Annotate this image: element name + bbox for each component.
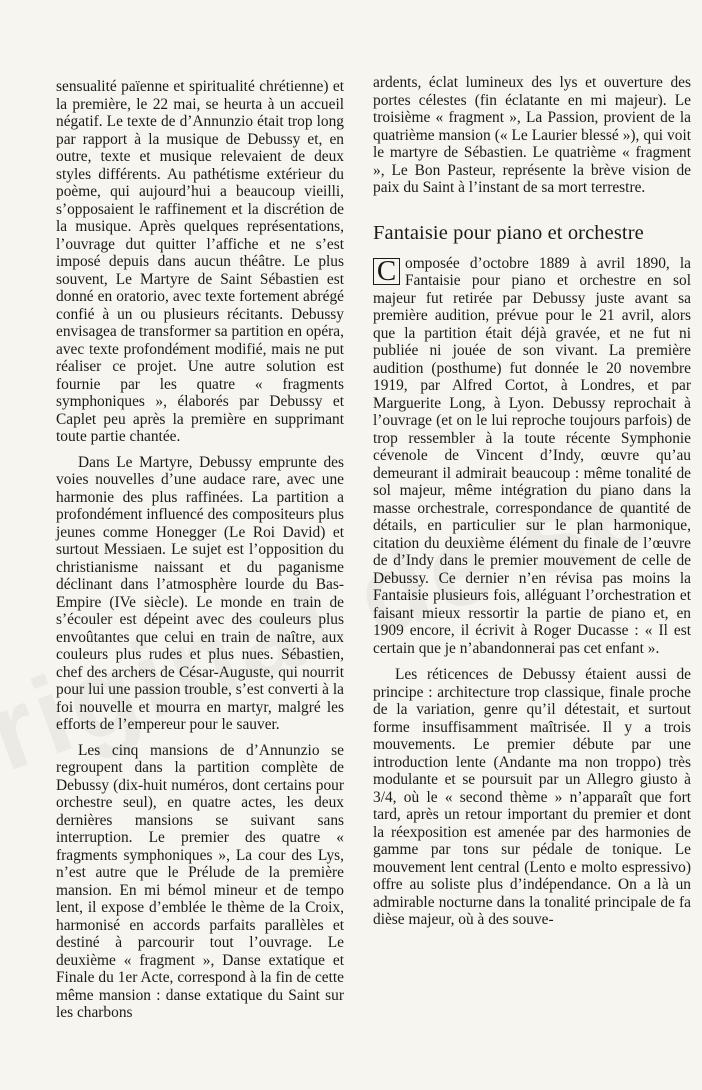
section-heading: Fantaisie pour piano et orchestre	[373, 221, 644, 244]
paragraph: ardents, éclat lumineux des lys et ouverture des portes célestes (fin éclatante en mi majeur). Le troisième « fragment », La Passion, provient de la quatrième mansion (« Le Laurier blessé »), qui voit le martyre de Sébastien. Le quatrième « fragment », Le Bon Pasteur, représente la brève vision de paix du Saint à l’instant de sa mort terrestre.	[373, 74, 691, 196]
paragraph-text: omposée d’octobre 1889 à avril 1890, la Fantaisie pour piano et orchestre en sol majeur fut retirée par Debussy juste avant sa première audition, prévue pour le 21 avril, alors que la partition était déjà gravée, et ne fut ni publiée ni jouée de son vivant. La première audition (posthume) fut donnée le 20 novembre 1919, par Alfred Cortot, à Londres, et par Marguerite Long, à Lyon. Debussy reprochait à l’ouvrage (et on le lui reproche toujours parfois) de trop ressembler à la toute récente Symphonie cévenole de Vincent d’Indy, œuvre qu’au demeurant il admirait beaucoup : même tonalité de sol majeur, même intégration du piano dans la masse orchestrale, correspondance de quantité de détails, en particulier sur le plan harmonique, citation du deuxième élément du finale de l’œuvre de d’Indy dans le premier mouvement de celle de Debussy. Ce dernier n’en révisa pas moins la Fantaisie plusieurs fois, alléguant l’orchestration et faisant mieux ressortir la partie de piano et, en 1909 encore, il écrivit à Roger Ducasse : « Il est certain que je n’abandonnerai pas cet enfant ».	[373, 254, 691, 657]
left-column	[56, 78, 344, 1022]
paragraph	[373, 255, 691, 658]
paragraph: Les réticences de Debussy étaient aussi de principe : architecture trop classique, finale proche de la variation, genre qu’il détestait, et surtout forme insuffisamment maîtrisée. Il y a trois mouvements. Le premier débute par une introduction lente (Andante ma non troppo) très modulante et se poursuit par un Allegro giusto à 3/4, où le « second thème » n’apparaît que fort tard, après un retour important du premier et dont la réexposition est amenée par des harmonies de gamme par tons sur pédale de tonique. Le mouvement lent central (Lento e molto espressivo) offre au soliste plus d’indépendance. On a là un admirable nocturne dans la tonalité principale de fa dièse majeur, où à des souve-	[373, 666, 691, 928]
right-column	[373, 74, 691, 929]
paragraph: sensualité païenne et spiritualité chrétienne) et la première, le 22 mai, se heurta à un accueil négatif. Le texte de d’Annunzio était trop long par rapport à la musique de Debussy et, en outre, texte et musique relevaient de deux styles différents. Au pathétisme extérieur du poème, qui aujourd’hui a beaucoup vieilli, s’opposaient le raffinement et la discrétion de la musique. Après quelques représentations, l’ouvrage dut quitter l’affiche et ne s’est imposé depuis dans aucun théâtre. Le plus souvent, Le Martyre de Saint Sébastien est donné en oratorio, avec texte fortement abrégé confié à un ou plusieurs récitants. Debussy envisagea de transformer sa partition en opéra, avec texte profondément modifié, mais ne put réaliser ce projet. Une autre solution est fournie par les quatre « fragments symphoniques », élaborés par Debussy et Caplet peu après la première en supprimant toute partie chantée.	[56, 78, 344, 445]
drop-cap: C	[373, 258, 400, 285]
paragraph: Dans Le Martyre, Debussy emprunte des voies nouvelles d’une audace rare, avec une harmonie des plus raffinées. La partition a profondément influencé des compositeurs plus jeunes comme Honegger (Le Roi David) et surtout Messiaen. Le sujet est l’opposition du christianisme naissant et du paganisme déclinant dans l’atmosphère lourde du Bas-Empire (IVe siècle). Le monde en train de s’écouler est dépeint avec des couleurs plus envoûtantes que celui en train de naître, aux couleurs plus rudes et plus nues. Sébastien, chef des archers de César-Auguste, qui nourrit pour lui une passion trouble, s’est converti à la foi nouvelle et mourra en martyr, malgré les efforts de l’empereur pour le sauver.	[56, 453, 344, 733]
paragraph: Les cinq mansions de d’Annunzio se regroupent dans la partition complète de Debussy (dix-huit numéros, dont certains pour orchestre seul), en quatre actes, les deux dernières mansions se suivant sans interruption. Le premier des quatre « fragments symphoniques », La cour des Lys, n’est autre que le Prélude de la première mansion. En mi bémol mineur et de tempo lent, il expose d’emblée le thème de la Croix, harmonisé en accords parfaits parallèles et destiné à parcourir tout l’ouvrage. Le deuxième « fragment », Danse extatique et Finale du 1er Acte, correspond à la fin de cette même mansion : danse extatique du Saint sur les charbons	[56, 741, 344, 1021]
